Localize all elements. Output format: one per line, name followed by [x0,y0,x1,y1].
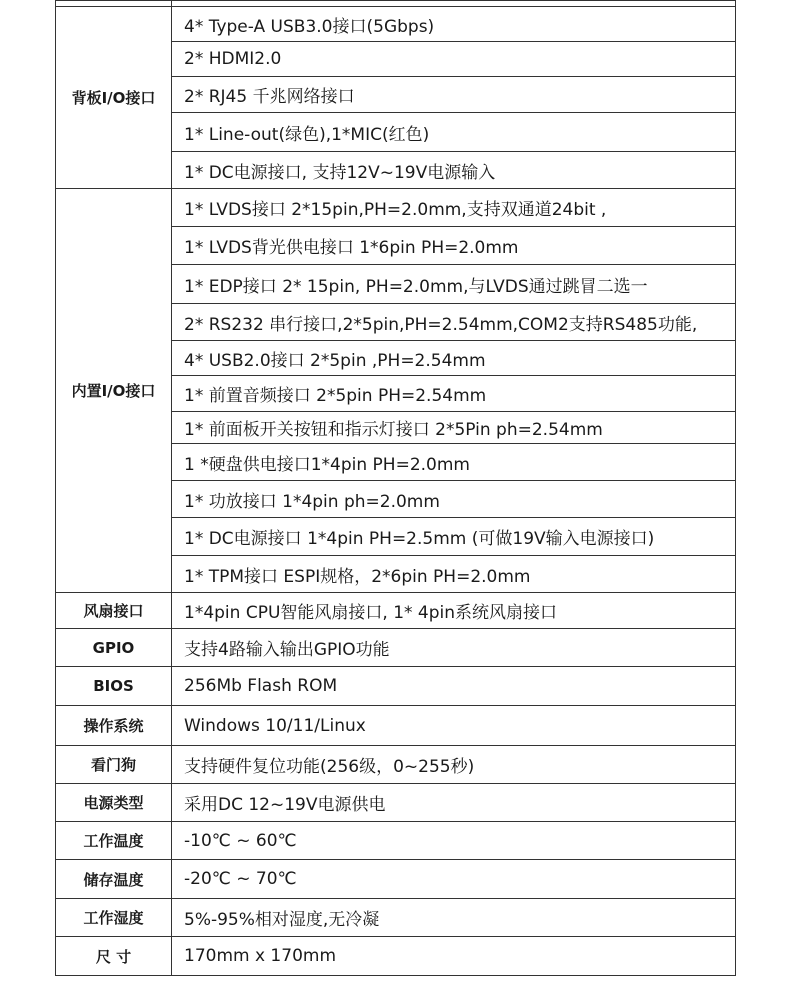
table-row [56,189,736,227]
table-row [56,629,736,667]
spec-value: 1*4pin CPU智能风扇接口, 1* 4pin系统风扇接口 [172,593,736,629]
table-row [56,593,736,629]
spec-value: Windows 10/11/Linux [172,706,736,746]
spec-label: 尺 寸 [56,937,172,976]
spec-value: 1* 功放接口 1*4pin ph=2.0mm [172,481,736,518]
spec-value: 1* DC电源接口 1*4pin PH=2.5mm (可做19V输入电源接口) [172,518,736,556]
spec-value: 采用DC 12~19V电源供电 [172,784,736,822]
spec-value: 1* 前置音频接口 2*5pin PH=2.54mm [172,376,736,412]
spec-value: 4* Type-A USB3.0接口(5Gbps) [172,7,736,42]
spec-value: 1* DC电源接口, 支持12V~19V电源输入 [172,152,736,189]
spec-label: 工作温度 [56,822,172,860]
table-row [56,667,736,706]
spec-value: 2* HDMI2.0 [172,42,736,77]
table-row [56,899,736,937]
table-row [56,784,736,822]
table-row [56,860,736,899]
table-row [56,7,736,42]
spec-label: 操作系统 [56,706,172,746]
spec-value: 1* Line-out(绿色),1*MIC(红色) [172,113,736,152]
spec-value: 1* EDP接口 2* 15pin, PH=2.0mm,与LVDS通过跳冒二选一 [172,265,736,304]
group-label-rear-io: 背板I/O接口 [56,7,172,189]
spec-label: BIOS [56,667,172,706]
spec-label: GPIO [56,629,172,667]
spec-value: 2* RJ45 千兆网络接口 [172,77,736,113]
spec-value: 256Mb Flash ROM [172,667,736,706]
spec-label: 风扇接口 [56,593,172,629]
spec-value: 2* RS232 串行接口,2*5pin,PH=2.54mm,COM2支持RS485功能, [172,304,736,341]
table-row [56,706,736,746]
spec-label: 工作湿度 [56,899,172,937]
spec-value: 1* 前面板开关按钮和指示灯接口 2*5Pin ph=2.54mm [172,412,736,444]
spec-value: 1* LVDS背光供电接口 1*6pin PH=2.0mm [172,227,736,265]
spec-label: 电源类型 [56,784,172,822]
spec-value: 1* TPM接口 ESPI规格，2*6pin PH=2.0mm [172,556,736,593]
table-row [56,822,736,860]
spec-value: 1 *硬盘供电接口1*4pin PH=2.0mm [172,444,736,481]
spec-value: 支持硬件复位功能(256级，0~255秒) [172,746,736,784]
spec-value: 170mm x 170mm [172,937,736,976]
spec-table [55,0,736,976]
spec-value: -20℃ ~ 70℃ [172,860,736,899]
spec-label: 看门狗 [56,746,172,784]
spec-label: 储存温度 [56,860,172,899]
spec-value: 4* USB2.0接口 2*5pin ,PH=2.54mm [172,341,736,376]
spec-value: 5%-95%相对湿度,无冷凝 [172,899,736,937]
spec-value: -10℃ ~ 60℃ [172,822,736,860]
group-label-internal-io: 内置I/O接口 [56,189,172,593]
table-row [56,937,736,976]
spec-value: 支持4路输入输出GPIO功能 [172,629,736,667]
spec-value: 1* LVDS接口 2*15pin,PH=2.0mm,支持双通道24bit , [172,189,736,227]
table-row [56,746,736,784]
